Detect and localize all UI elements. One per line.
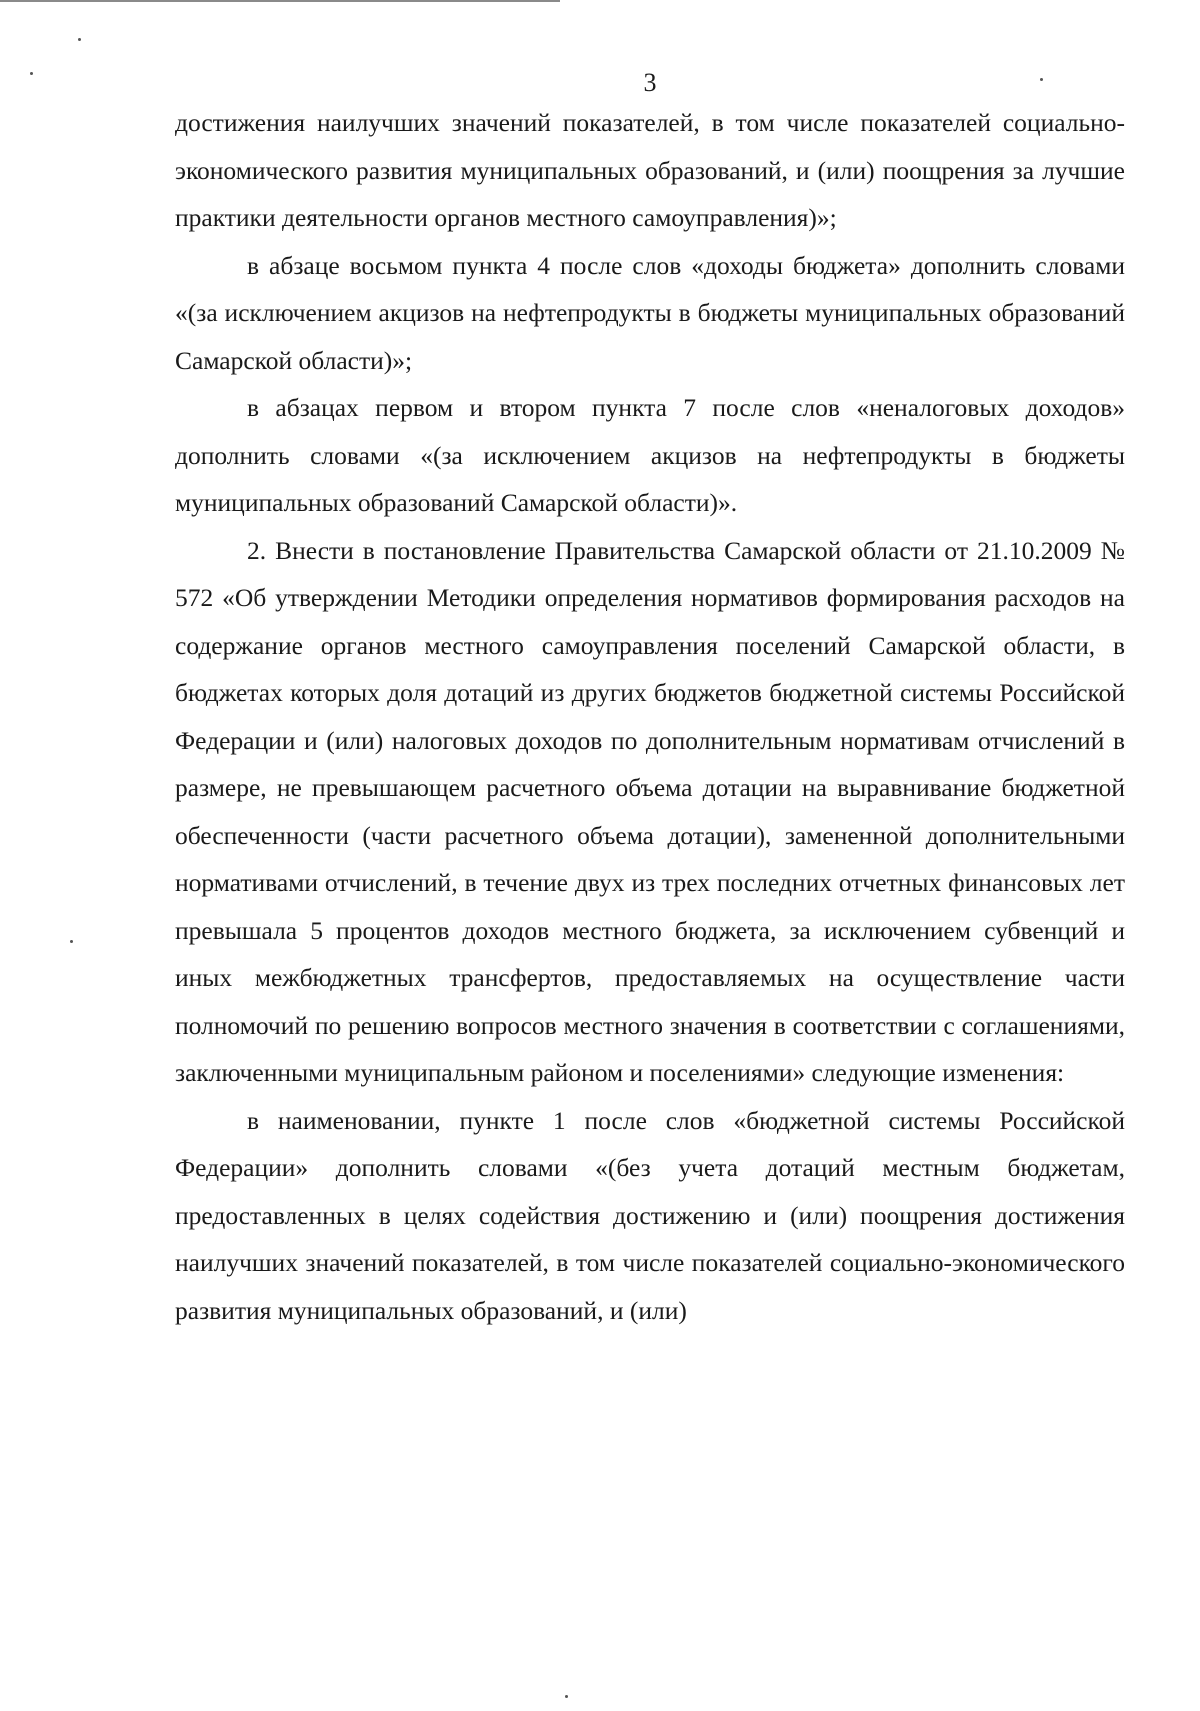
scan-speck bbox=[30, 72, 33, 75]
paragraph-continuation: достижения наилучших значений показателей, в том числе показателей социально-экономического развития муниципальных образований, и (или) поощрения за лучшие практики деятельности органов местного самоуправления)»; bbox=[175, 108, 1125, 232]
scan-speck bbox=[565, 1695, 568, 1698]
scan-edge-line bbox=[0, 0, 560, 2]
scan-speck bbox=[70, 940, 73, 943]
page-number: 3 bbox=[643, 68, 657, 97]
paragraph-amendment-item-4: в абзаце восьмом пункта 4 после слов «доходы бюджета» дополнить словами «(за исключением акцизов на нефтепродукты в бюджеты муниципальных образований Самарской области)»; bbox=[175, 250, 1125, 375]
paragraph-amendment-title: в наименовании, пункте 1 после слов «бюджетной системы Российской Федерации» дополнить словами «(без учета дотаций местным бюджетам, предоставленных в целях содействия достижению и (или) поощрения достижения наилучших значений показателей, в том числе показателей социально-экономического развития муниципальных образований, и (или) bbox=[175, 1105, 1125, 1325]
paragraph-section-2: 2. Внести в постановление Правительства Самарской области от 21.10.2009 № 572 «Об утверждении Методики определения нормативов формирования расходов на содержание органов местного самоуправления поселений Самарской области, в бюджетах которых доля дотаций из других бюджетов бюджетной системы Российской Федерации и (или) налоговых доходов по дополнительным нормативам отчислений в размере, не превышающем расчетного объема дотации на выравнивание бюджетной обеспеченности (части расчетного объема дотации), замененной дополнительными нормативами отчислений, в течение двух из трех последних отчетных финансовых лет превышала 5 процентов доходов местного бюджета, за исключением субвенций и иных межбюджетных трансфертов, предоставляемых на осуществление части полномочий по решению вопросов местного значения в соответствии с соглашениями, заключенными муниципальным районом и поселениями» следующие изменения: bbox=[175, 535, 1125, 1087]
document-body bbox=[175, 99, 1125, 1334]
paragraph-amendment-item-7: в абзацах первом и втором пункта 7 после слов «неналоговых доходов» дополнить словами «(за исключением акцизов на нефтепродукты в бюджеты муниципальных образований Самарской области)». bbox=[175, 393, 1125, 517]
scan-speck bbox=[78, 38, 81, 41]
scan-speck bbox=[1040, 78, 1043, 81]
